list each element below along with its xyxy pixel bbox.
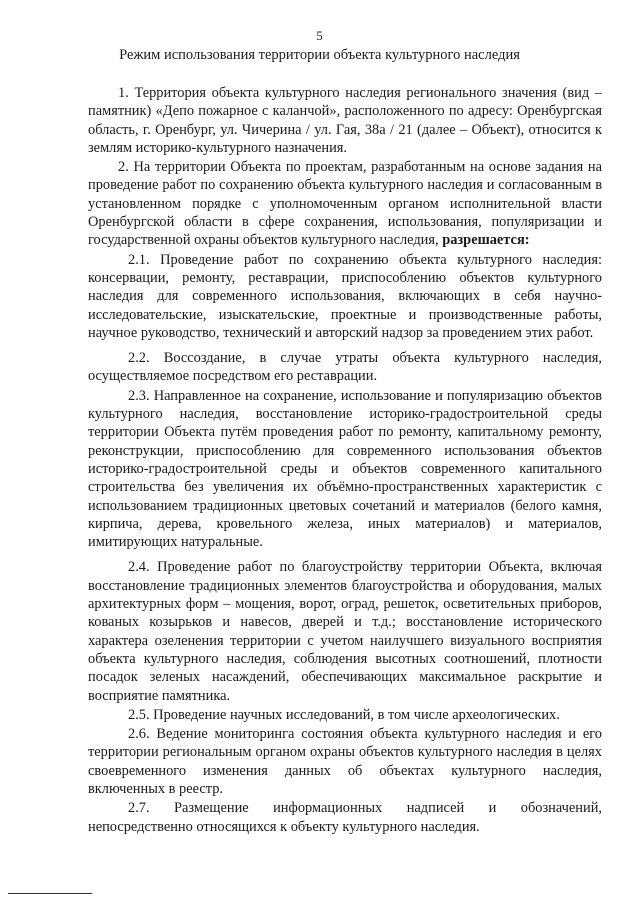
- document-body: [88, 84, 602, 837]
- paragraph-2: [88, 158, 602, 249]
- paragraph-2-4: 2.4. Проведение работ по благоустройству территории Объекта, включая восстановление традиционных элементов благоустройства и оборудования, малых архитектурных форм – мощения, ворот, оград, решеток, осветительных приборов, кованых козырьков и навесов, дверей и т.д.; восстановление исторического характера озеленения территории с учетом наилучшего визуального восприятия объекта культурного наследия, соблюдения высотных соотношений, плотности посадок зеленых насаждений, обеспечивающих максимальное раскрытие и восприятие памятника.: [88, 559, 602, 704]
- paragraph-2-2: 2.2. Воссоздание, в случае утраты объекта культурного наследия, осуществляемое посредством его реставрации.: [88, 350, 602, 385]
- paragraph-2-7: 2.7. Размещение информационных надписей и обозначений, непосредственно относящихся к объекту культурного наследия.: [88, 800, 602, 835]
- paragraph-2-1: 2.1. Проведение работ по сохранению объекта культурного наследия: консервации, ремонту, реставрации, приспособлению объектов культурного наследия для современного использования, включающих в себя научно-исследовательские, изыскательские, проектные и производственные работы, научное руководство, технический и авторский надзор за проведением этих работ.: [88, 251, 602, 341]
- paragraph-2-bold: разрешается:: [442, 232, 530, 249]
- paragraph-2-5: 2.5. Проведение научных исследований, в том числе археологических.: [128, 706, 560, 723]
- page-title: Режим использования территории объекта культурного наследия: [119, 47, 520, 63]
- paragraph-2-6: 2.6. Ведение мониторинга состояния объекта культурного наследия и его территории региональным органом охраны объектов культурного наследия в целях своевременного изменения данных об объектах культурного наследия, включенных в реестр.: [88, 726, 602, 797]
- footnote-divider: [8, 893, 92, 894]
- paragraph-2-text: 2. На территории Объекта по проектам, разработанным на основе задания на проведение работ по сохранению объекта культурного наследия и согласованным в установленном порядке с уполномоченным органом исполнительной власти Оренбургской области в сфере сохранения, использования, популяризации и государственной охраны объектов культурного наследия,: [88, 159, 602, 249]
- paragraph-2-3: 2.3. Направленное на сохранение, использование и популяризацию объектов культурного наследия, восстановление историко-градостроительной среды территории Объекта путём проведения работ по ремонту, капитальному ремонту, реконструкции, приспособлению для современного использования объектов историко-градостроительной среды и объектов современного капитального строительства без увеличения их объёмно-пространственных характеристик с использованием традиционных цветовых сочетаний и материалов (белого камня, кирпича, дерева, кровельного железа, иных материалов) и материалов, имитирующих натуральные.: [88, 387, 602, 551]
- page-number: 5: [316, 28, 323, 43]
- paragraph-1: 1. Территория объекта культурного наследия регионального значения (вид – памятник) «Депо пожарное с каланчой», расположенного по адресу: Оренбургская область, г. Оренбург, ул. Чичерина / ул. Гая, 38а / 21 (далее – Объект), относится к землям историко-культурного назначения.: [88, 85, 602, 156]
